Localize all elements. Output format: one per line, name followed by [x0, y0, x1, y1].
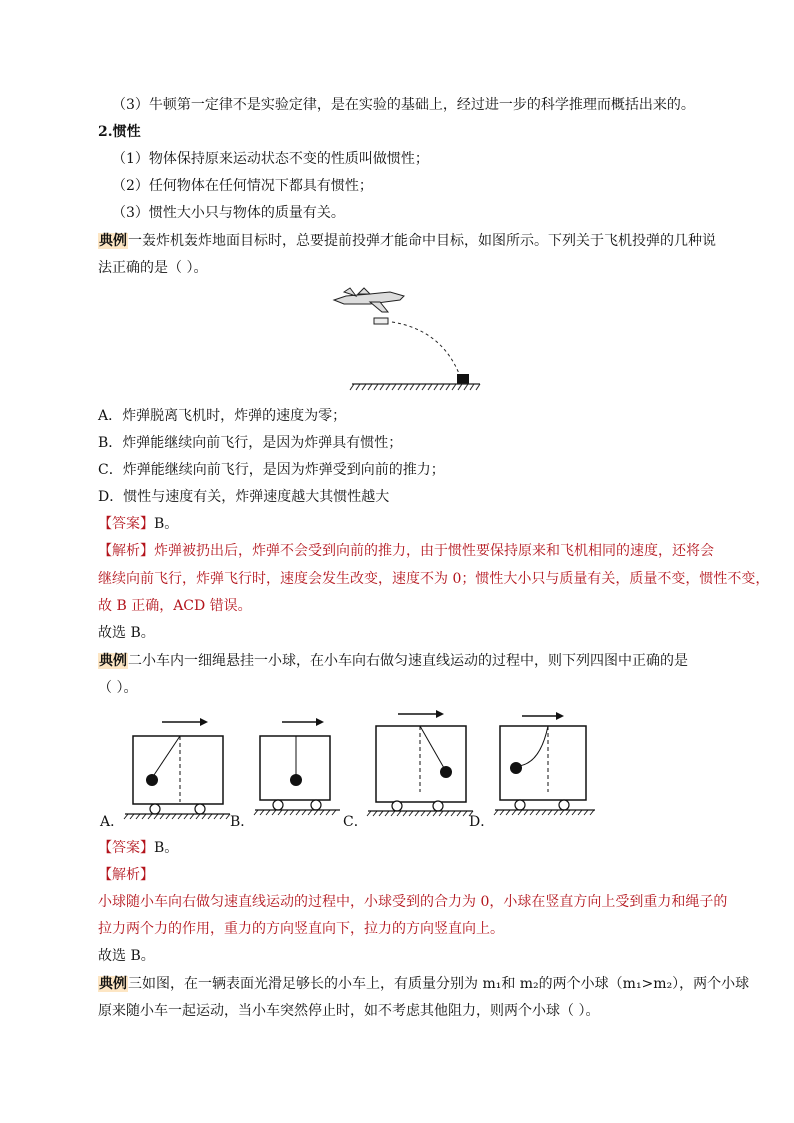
example2-stem-line2: （ ）。 — [98, 680, 138, 696]
bomber-figure — [330, 286, 490, 396]
example1-option-d: D．惯性与速度有关，炸弹速度越大其惯性越大 — [98, 489, 390, 505]
example-tag: 典例 — [99, 233, 127, 249]
bomb-released — [374, 318, 388, 324]
example2-analysis-tag: 【解析】 — [98, 867, 154, 883]
example3-stem-line1: 典例三如图，在一辆表面光滑足够长的小车上，有质量分别为 m₁和 m₂的两个小球（m₁>m₂），两个小球 — [99, 976, 750, 992]
example1-option-c: C．炸弹能继续向前飞行，是因为炸弹受到向前的推力； — [98, 462, 445, 478]
inertia-point-3: （3）惯性大小只与物体的质量有关。 — [112, 205, 345, 221]
example1-analysis-line1: 【解析】炸弹被扔出后，炸弹不会受到向前的推力，由于惯性要保持原来和飞机相同的速度，还将会 — [98, 543, 714, 559]
example2-answer: 【答案】B。 — [98, 840, 179, 856]
example1-analysis-line2: 继续向前飞行，炸弹飞行时，速度会发生改变，速度不为 0；惯性大小只与质量有关，质量不变，惯性不变， — [98, 571, 770, 587]
example1-stem-line2: 法正确的是（ ）。 — [98, 260, 208, 276]
example1-stem-line1: 典例一轰炸机轰炸地面目标时，总要提前投弹才能命中目标，如图所示。下列关于飞机投弹的几种说 — [99, 233, 716, 249]
ground-hatch — [350, 384, 480, 390]
cart-label-b: B． — [230, 814, 255, 830]
inertia-point-1: （1）物体保持原来运动状态不变的性质叫做惯性； — [112, 151, 429, 167]
example-tag: 典例 — [99, 976, 127, 992]
cart-label-d: D． — [469, 814, 495, 830]
example2-conclusion: 故选 B。 — [98, 948, 155, 964]
example1-answer: 【答案】B。 — [98, 516, 179, 532]
example-tag: 典例 — [99, 653, 127, 669]
example1-option-b: B．炸弹能继续向前飞行，是因为炸弹具有惯性； — [98, 435, 403, 451]
example3-stem-line2: 原来随小车一起运动，当小车突然停止时，如不考虑其他阻力，则两个小球（ ）。 — [98, 1003, 600, 1019]
cart-label-a: A． — [100, 814, 125, 830]
example2-analysis-line1: 小球随小车向右做匀速直线运动的过程中，小球受到的合力为 0，小球在竖直方向上受到重力和绳子的 — [98, 894, 728, 910]
example1-option-a: A．炸弹脱离飞机时，炸弹的速度为零； — [98, 408, 347, 424]
target-box — [457, 374, 469, 384]
airplane-icon — [334, 288, 404, 312]
example1-analysis-line3: 故 B 正确，ACD 错误。 — [98, 598, 252, 614]
example2-analysis-line2: 拉力两个力的作用，重力的方向竖直向下，拉力的方向竖直向上。 — [98, 921, 504, 937]
carts-figure — [100, 706, 600, 826]
newton-law-note: （3）牛顿第一定律不是实验定律，是在实验的基础上，经过进一步的科学推理而概括出来的。 — [112, 97, 695, 113]
cart-a-diagram — [124, 718, 230, 819]
cart-d-diagram — [494, 712, 595, 815]
trajectory-curve — [392, 322, 460, 376]
inertia-heading: 2.惯性 — [98, 124, 141, 140]
cart-b-diagram — [254, 718, 340, 815]
inertia-point-2: （2）任何物体在任何情况下都具有惯性； — [112, 178, 373, 194]
cart-c-diagram — [367, 710, 473, 816]
cart-label-c: C． — [343, 814, 368, 830]
example1-conclusion: 故选 B。 — [98, 625, 155, 641]
example2-stem-line1: 典例二小车内一细绳悬挂一小球，在小车向右做匀速直线运动的过程中，则下列四图中正确的是 — [99, 653, 688, 669]
